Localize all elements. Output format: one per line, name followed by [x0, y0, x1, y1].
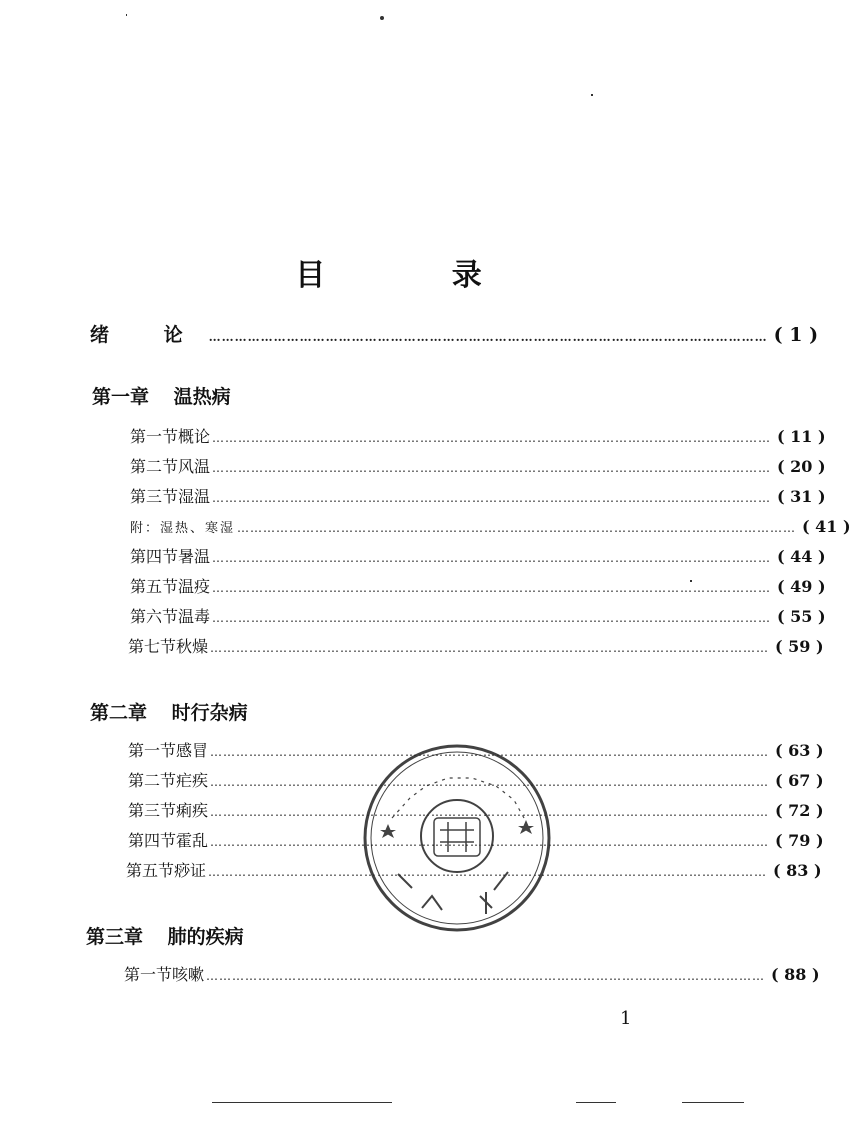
dot-leader: ………………………………………………………………………………………………………………… [237, 521, 797, 535]
entry-page: ( 59 ) [775, 637, 824, 656]
dot-leader: ………………………………………………………………………………………………………………… [206, 969, 766, 983]
section-label: 第一节 [124, 965, 173, 984]
entry-page: ( 49 ) [777, 577, 826, 596]
section-label: 第二节 [130, 457, 179, 476]
entry-page: ( 41 ) [802, 517, 851, 536]
entry-page: ( 31 ) [777, 487, 826, 506]
toc-entry[interactable] [128, 636, 824, 658]
entry-title: 暑温 [178, 547, 211, 566]
dot-leader: ………………………………………………………………………………………………………………… [210, 805, 770, 819]
chapter-heading[interactable] [90, 698, 248, 725]
dot-leader: ………………………………………………………………………………………………………………… [212, 491, 772, 505]
chapter-title: 时行杂病 [171, 702, 248, 724]
toc-entry[interactable] [130, 606, 826, 628]
entry-title: 温毒 [178, 607, 211, 626]
entry-title: 咳嗽 [172, 965, 205, 984]
chapter-label: 第一章 [92, 386, 150, 408]
entry-page: ( 83 ) [773, 861, 822, 880]
entry-title: 痢疾 [176, 801, 209, 820]
toc-entry-intro[interactable] [90, 324, 819, 346]
scan-speck [591, 94, 593, 96]
entry-title: 霍乱 [176, 831, 209, 850]
section-label: 第四节 [130, 547, 179, 566]
page-number: 1 [620, 1008, 632, 1029]
section-label: 第七节 [128, 637, 177, 656]
entry-page: ( 1 ) [773, 324, 819, 346]
entry-page: ( 20 ) [777, 457, 826, 476]
dot-leader: ………………………………………………………………………………………………………………… [210, 745, 770, 759]
section-label: 第三节 [128, 801, 177, 820]
section-label: 第五节 [126, 861, 175, 880]
section-label: 第一节 [128, 741, 177, 760]
dot-leader: ………………………………………………………………………………………………………………… [210, 641, 770, 655]
dot-leader: ………………………………………………………………………………………………………………… [212, 611, 772, 625]
entry-title: 附：湿热、寒湿 [130, 521, 236, 536]
toc-heading: 目 录 [295, 258, 540, 293]
scan-edge-line [576, 1102, 616, 1103]
entry-title: 绪 论 [90, 324, 207, 346]
scan-speck [380, 16, 384, 20]
dot-leader: ………………………………………………………………………………………………………………… [212, 461, 772, 475]
entry-title: 湿温 [178, 487, 211, 506]
entry-title: 温疫 [178, 577, 211, 596]
entry-page: ( 79 ) [775, 831, 824, 850]
toc-entry[interactable] [130, 576, 826, 598]
toc-entry[interactable] [130, 456, 826, 478]
dot-leader: ………………………………………………………………………………………………………………… [212, 431, 772, 445]
toc-entry[interactable] [124, 964, 820, 986]
section-label: 第三节 [130, 487, 179, 506]
entry-title: 秋燥 [176, 637, 209, 656]
toc-entry[interactable] [130, 486, 826, 508]
entry-page: ( 88 ) [771, 965, 820, 984]
chapter-title: 肺的疾病 [167, 926, 244, 948]
dot-leader: ………………………………………………………………………………………………………………… [212, 581, 772, 595]
toc-entry[interactable] [130, 546, 826, 568]
section-label: 第六节 [130, 607, 179, 626]
dot-leader: ………………………………………………………………………………………………………………… [212, 551, 772, 565]
entry-title: 痧证 [174, 861, 207, 880]
entry-title: 风温 [178, 457, 211, 476]
toc-entry[interactable] [130, 426, 826, 448]
scan-speck [126, 14, 127, 16]
dot-leader: ………………………………………………………………………………………………………………… [208, 330, 768, 344]
chapter-heading[interactable] [92, 382, 231, 409]
entry-page: ( 11 ) [777, 427, 826, 446]
entry-title: 疟疾 [176, 771, 209, 790]
entry-page: ( 44 ) [777, 547, 826, 566]
chapter-label: 第二章 [90, 702, 148, 724]
entry-title: 感冒 [176, 741, 209, 760]
dot-leader: ………………………………………………………………………………………………………………… [208, 865, 768, 879]
entry-page: ( 67 ) [775, 771, 824, 790]
dot-leader: ………………………………………………………………………………………………………………… [210, 775, 770, 789]
scan-edge-line [682, 1102, 744, 1103]
section-label: 第二节 [128, 771, 177, 790]
entry-page: ( 72 ) [775, 801, 824, 820]
library-stamp [352, 738, 562, 938]
scan-edge-line [212, 1102, 392, 1103]
toc-entry-appendix[interactable] [130, 516, 851, 538]
section-label: 第五节 [130, 577, 179, 596]
chapter-label: 第三章 [86, 926, 144, 948]
section-label: 第一节 [130, 427, 179, 446]
dot-leader: ………………………………………………………………………………………………………………… [210, 835, 770, 849]
entry-page: ( 55 ) [777, 607, 826, 626]
section-label: 第四节 [128, 831, 177, 850]
entry-title: 概论 [178, 427, 211, 446]
chapter-heading[interactable] [86, 922, 244, 949]
chapter-title: 温热病 [173, 386, 231, 408]
entry-page: ( 63 ) [775, 741, 824, 760]
